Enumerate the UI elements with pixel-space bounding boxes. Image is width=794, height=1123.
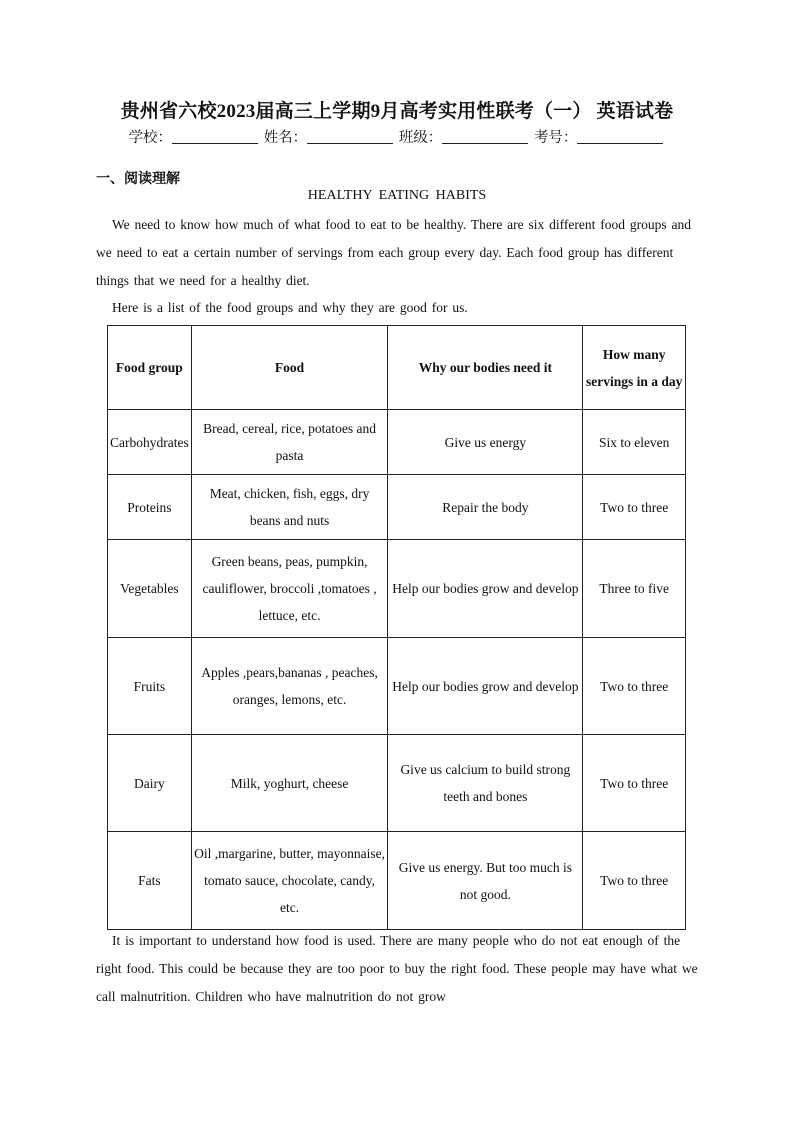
- school-blank: [172, 129, 258, 144]
- table-header-row: [108, 326, 686, 410]
- table-row: [108, 735, 686, 832]
- cell-servings: Two to three: [583, 638, 686, 735]
- cell-why-needed: Help our bodies grow and develop: [388, 540, 583, 638]
- exam-number-blank: [577, 129, 663, 144]
- name-blank: [307, 129, 393, 144]
- table-row: [108, 638, 686, 735]
- header-food: Food: [191, 326, 388, 410]
- cell-food: Apples ,pears,bananas , peaches, oranges, lemons, etc.: [191, 638, 388, 735]
- passage-paragraph-3: It is important to understand how food is used. There are many people who do not eat enough of the right food. This could be because they are too poor to buy the right food. These people may have what we call malnutrition. Children who have malnutrition do not grow: [96, 933, 698, 1004]
- cell-why-needed: Give us calcium to build strong teeth and bones: [388, 735, 583, 832]
- cell-food: Bread, cereal, rice, potatoes and pasta: [191, 410, 388, 475]
- cell-food-group: Vegetables: [108, 540, 192, 638]
- school-label: 学校：: [128, 130, 173, 146]
- cell-why-needed: Give us energy. But too much is not good.: [388, 832, 583, 930]
- section-heading: 一、阅读理解: [96, 172, 180, 187]
- cell-food: Milk, yoghurt, cheese: [191, 735, 388, 832]
- cell-food-group: Dairy: [108, 735, 192, 832]
- class-blank: [442, 129, 528, 144]
- cell-why-needed: Help our bodies grow and develop: [388, 638, 583, 735]
- table-row: [108, 410, 686, 475]
- name-field: [264, 126, 396, 147]
- passage-paragraph-1: We need to know how much of what food to eat to be healthy. There are six different food groups and we need to eat a certain number of servings from each group every day. Each food group has different things that we need for a healthy diet.: [96, 217, 692, 288]
- cell-food-group: Proteins: [108, 475, 192, 540]
- table-row: [108, 475, 686, 540]
- passage-title: HEALTHY EATING HABITS: [307, 188, 487, 203]
- table-row: [108, 832, 686, 930]
- cell-food: Green beans, peas, pumpkin, cauliflower, broccoli ,tomatoes , lettuce, etc.: [191, 540, 388, 638]
- cell-food: Meat, chicken, fish, eggs, dry beans and nuts: [191, 475, 388, 540]
- cell-servings: Six to eleven: [583, 410, 686, 475]
- cell-servings: Two to three: [583, 735, 686, 832]
- cell-servings: Two to three: [583, 832, 686, 930]
- name-label: 姓名：: [263, 130, 308, 146]
- header-food-group: Food group: [108, 326, 192, 410]
- food-groups-table: [107, 325, 686, 930]
- cell-why-needed: Give us energy: [388, 410, 583, 475]
- passage-paragraph-2: Here is a list of the food groups and why they are good for us.: [112, 300, 468, 315]
- cell-why-needed: Repair the body: [388, 475, 583, 540]
- class-field: [399, 126, 531, 147]
- cell-food-group: Carbohydrates: [108, 410, 192, 475]
- header-servings: How many servings in a day: [583, 326, 686, 410]
- cell-food-group: Fats: [108, 832, 192, 930]
- header-why-needed: Why our bodies need it: [388, 326, 583, 410]
- table-row: [108, 540, 686, 638]
- cell-servings: Two to three: [583, 475, 686, 540]
- school-field: [129, 126, 261, 147]
- cell-servings: Three to five: [583, 540, 686, 638]
- exam-number-field: [534, 126, 666, 147]
- student-info-line: [0, 126, 794, 147]
- exam-title: 贵州省六校2023届高三上学期9月高考实用性联考（一） 英语试卷: [120, 101, 674, 122]
- cell-food-group: Fruits: [108, 638, 192, 735]
- cell-food: Oil ,margarine, butter, mayonnaise, tomato sauce, chocolate, candy, etc.: [191, 832, 388, 930]
- class-label: 班级：: [398, 130, 443, 146]
- exam-number-label: 考号：: [533, 130, 578, 146]
